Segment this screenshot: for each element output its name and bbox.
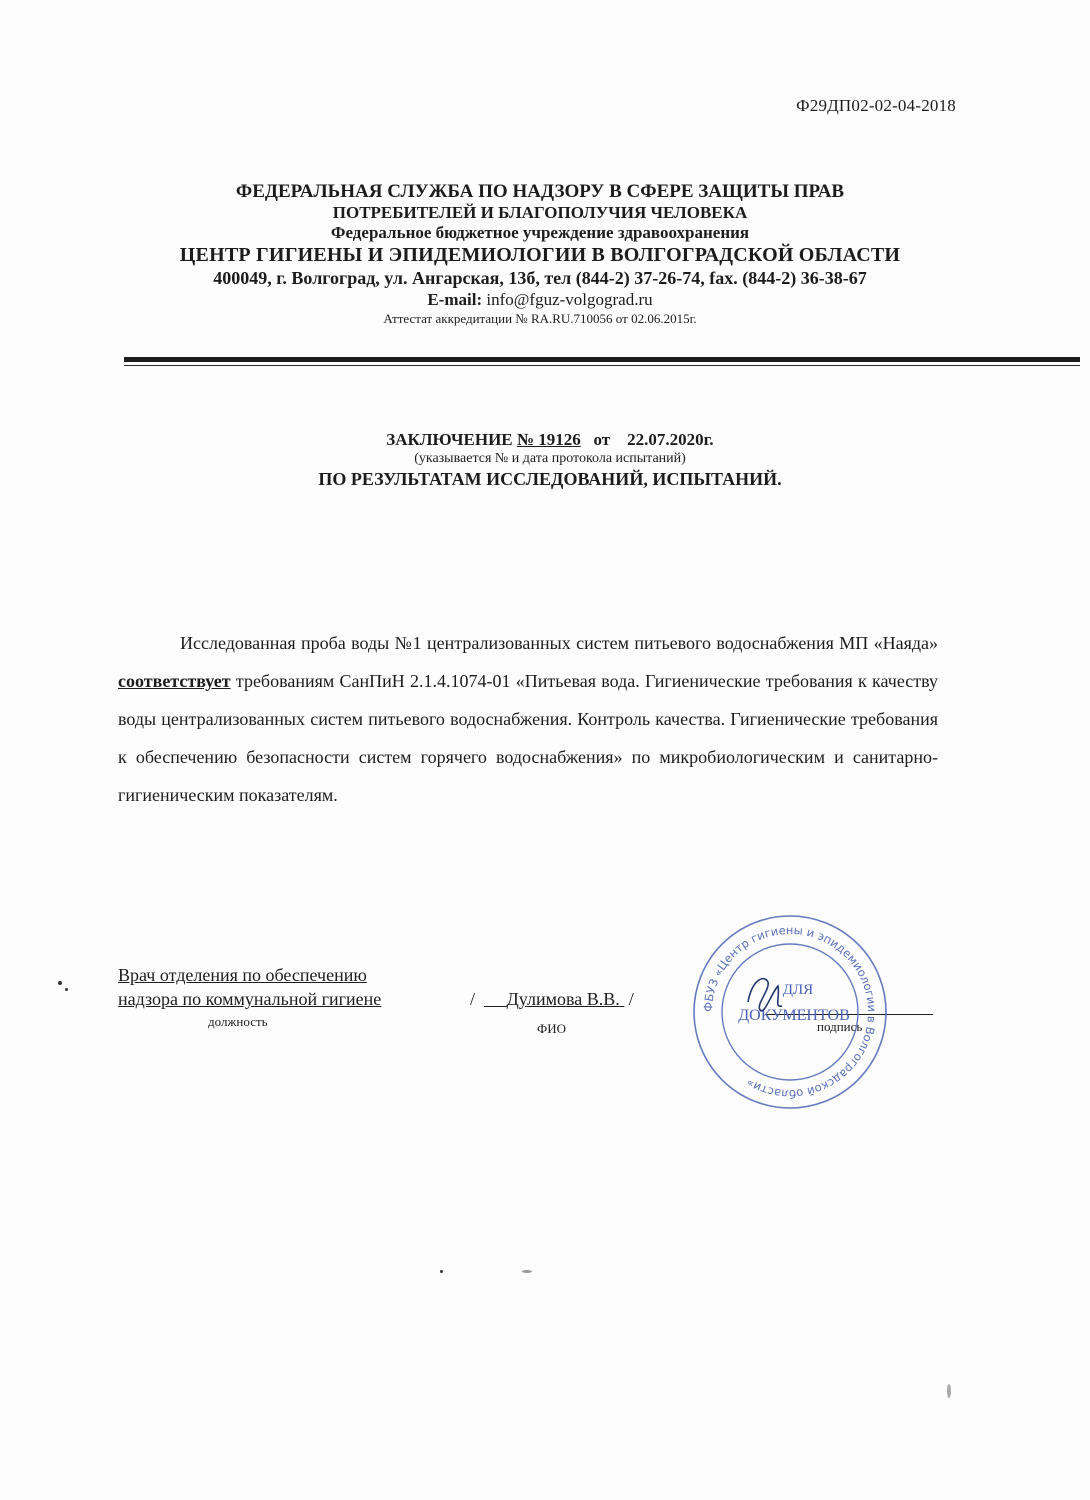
email-value: info@fguz-volgograd.ru — [486, 290, 653, 309]
header-accreditation: Аттестат аккредитации № RA.RU.710056 от 02.06.2015г. — [383, 311, 697, 326]
name-label: ФИО — [537, 1021, 567, 1036]
header-line-3: Федеральное бюджетное учреждение здравоохранения — [330, 223, 750, 242]
body-part-2: требованиям СанПиН 2.1.4.1074-01 «Питьевая вода. Гигиенические требования к качеству воды централизованных систем питьевого водоснабжения. Контроль качества. Гигиенические требования к обеспечению безопасности систем горячего водоснабжения» по микробиологическим и санитарно-гигиеническим показателям. — [118, 671, 939, 805]
header-line-1: ФЕДЕРАЛЬНАЯ СЛУЖБА ПО НАДЗОРУ В СФЕРЕ ЗАЩИТЫ ПРАВ — [235, 181, 845, 202]
signer-name — [484, 989, 624, 1009]
conclusion-title — [170, 430, 930, 490]
conclusion-subtitle: ПО РЕЗУЛЬТАТАМ ИССЛЕДОВАНИЙ, ИСПЫТАНИЙ. — [318, 469, 782, 489]
position-label: должность — [208, 1014, 268, 1029]
signer-name-block: / Дулимова В.В. / — [470, 989, 634, 1009]
header-address: 400049, г. Волгоград, ул. Ангарская, 13б, тел (844-2) 37-26-74, fax. (844-2) 36-38-67 — [213, 268, 867, 288]
header-line-4: ЦЕНТР ГИГИЕНЫ И ЭПИДЕМИОЛОГИИ В ВОЛГОГРАДСКОЙ ОБЛАСТИ — [179, 244, 901, 266]
scan-speck — [65, 988, 68, 991]
email-label: E-mail: — [427, 290, 483, 309]
scan-speck — [522, 1270, 532, 1273]
conclusion-date: 22.07.2020г. — [627, 430, 714, 449]
sign-label: подпись — [817, 1019, 863, 1034]
conclusion-number: № 19126 — [516, 430, 581, 449]
conclusion-from: от — [593, 430, 611, 449]
scan-speck — [440, 1270, 443, 1273]
header-divider-thin — [124, 365, 1080, 366]
header-divider-thick — [124, 357, 1080, 362]
conclusion-prefix: ЗАКЛЮЧЕНИЕ — [386, 430, 513, 449]
position-line-2: надзора по коммунальной гигиене — [118, 989, 382, 1009]
body-part-1: Исследованная проба воды №1 централизованных систем питьевого водоснабжения МП «Наяда» — [180, 633, 938, 653]
position-line-1: Врач отделения по обеспечению — [118, 965, 367, 985]
body-paragraph — [118, 624, 938, 814]
conclusion-body — [118, 624, 938, 814]
signer-position — [118, 963, 381, 1011]
stamp-seal — [690, 912, 890, 1117]
scan-speck — [947, 1384, 951, 1398]
form-code: Ф29ДП02-02-04-2018 — [796, 96, 956, 115]
conclusion-heading — [170, 430, 930, 450]
stamp-ring-text: ФБУЗ «Центр гигиены и эпидемиологии в Волгоградской области» — [700, 922, 880, 1102]
stamp-center-bottom: ДОКУМЕНТОВ — [738, 1007, 850, 1024]
conclusion-note: (указывается № и дата протокола испытаний) — [414, 451, 686, 466]
header-email — [120, 290, 960, 310]
scan-speck — [58, 981, 62, 985]
header-line-2: ПОТРЕБИТЕЛЕЙ И БЛАГОПОЛУЧИЯ ЧЕЛОВЕКА — [332, 203, 748, 222]
stamp-graphic — [690, 912, 890, 1112]
signer-name-text: Дулимова В.В. — [506, 989, 620, 1009]
stamp-center-top: ДЛЯ — [782, 982, 814, 998]
letterhead — [120, 181, 960, 328]
verdict: соответствует — [118, 671, 231, 691]
